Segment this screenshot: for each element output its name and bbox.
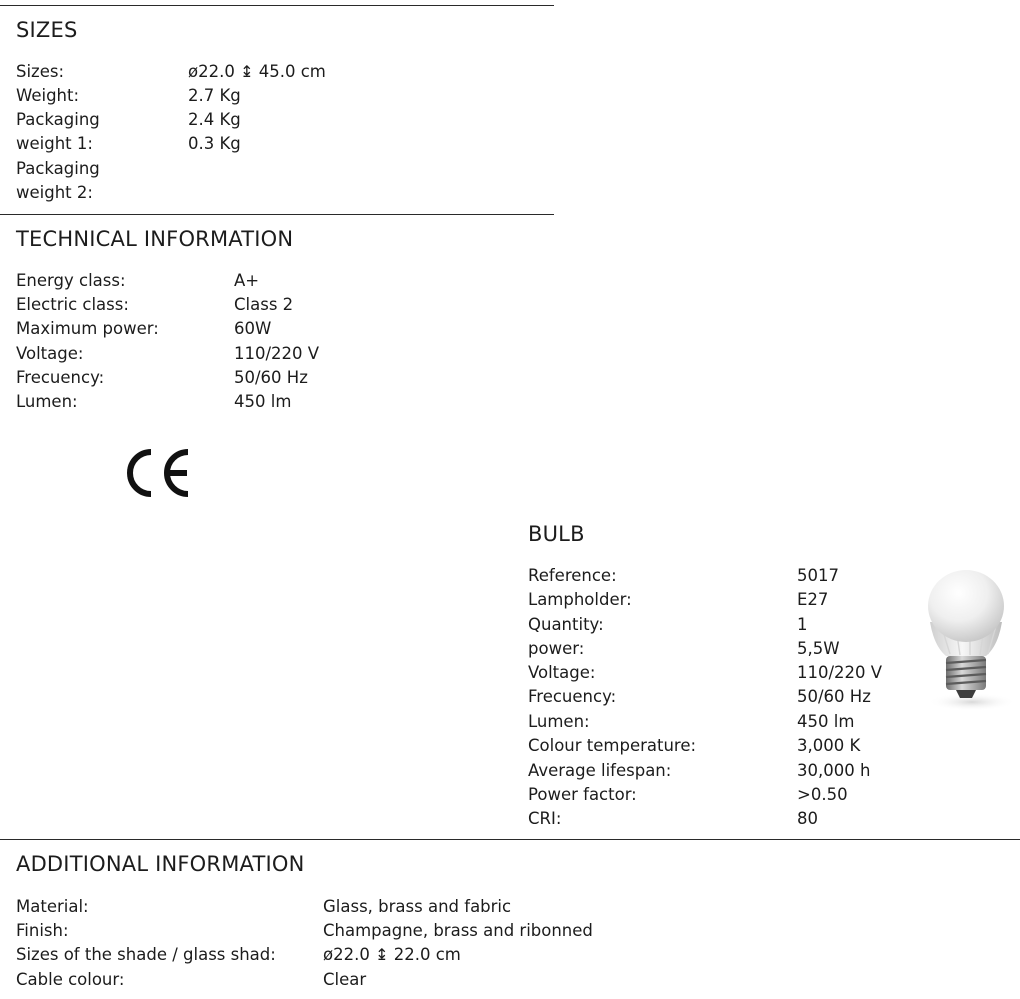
divider-bulb-additional bbox=[0, 839, 1020, 840]
packaging-weight-1-label-line2: weight 1: bbox=[16, 134, 93, 153]
material-label: Material: bbox=[16, 897, 89, 916]
packaging-weight-2-value: 0.3 Kg bbox=[188, 134, 241, 153]
shade-sizes-label: Sizes of the shade / glass shad: bbox=[16, 945, 276, 964]
electric-class-label: Electric class: bbox=[16, 295, 129, 314]
energy-class-label: Energy class: bbox=[16, 271, 126, 290]
divider-top bbox=[0, 5, 554, 6]
shade-height-arrow-icon: ↨ bbox=[375, 945, 389, 964]
bulb-voltage-label: Voltage: bbox=[528, 663, 596, 682]
material-value: Glass, brass and fabric bbox=[323, 897, 512, 916]
bulb-colour-temperature-value: 3,000 K bbox=[797, 736, 861, 755]
additional-title: ADDITIONAL INFORMATION bbox=[16, 852, 305, 876]
finish-value: Champagne, brass and ribonned bbox=[323, 921, 593, 940]
frequency-value: 50/60 Hz bbox=[234, 368, 308, 387]
maximum-power-value: 60W bbox=[234, 319, 272, 338]
bulb-quantity-value: 1 bbox=[797, 615, 808, 634]
finish-label: Finish: bbox=[16, 921, 69, 940]
bulb-power-label: power: bbox=[528, 639, 585, 658]
ce-mark-icon bbox=[124, 446, 194, 502]
bulb-lampholder-label: Lampholder: bbox=[528, 590, 632, 609]
bulb-voltage-value: 110/220 V bbox=[797, 663, 883, 682]
bulb-reference-label: Reference: bbox=[528, 566, 617, 585]
cable-colour-label: Cable colour: bbox=[16, 970, 125, 989]
bulb-colour-temperature-label: Colour temperature: bbox=[528, 736, 697, 755]
voltage-label: Voltage: bbox=[16, 344, 84, 363]
shade-sizes-value bbox=[323, 943, 461, 967]
divider-sizes-technical bbox=[0, 214, 554, 215]
lumen-value: 450 lm bbox=[234, 392, 292, 411]
electric-class-value: Class 2 bbox=[234, 295, 294, 314]
frequency-label: Frecuency: bbox=[16, 368, 105, 387]
lumen-label: Lumen: bbox=[16, 392, 78, 411]
bulb-quantity-label: Quantity: bbox=[528, 615, 604, 634]
sizes-value bbox=[188, 60, 326, 84]
bulb-cri-label: CRI: bbox=[528, 809, 562, 828]
cable-colour-value: Clear bbox=[323, 970, 367, 989]
maximum-power-label: Maximum power: bbox=[16, 319, 159, 338]
bulb-average-lifespan-value: 30,000 h bbox=[797, 761, 871, 780]
sizes-diameter: ø22.0 bbox=[188, 62, 235, 81]
sizes-title: SIZES bbox=[16, 18, 78, 42]
bulb-reference-value: 5017 bbox=[797, 566, 839, 585]
weight-label: Weight: bbox=[16, 86, 80, 105]
packaging-weight-2-label-line1: Packaging bbox=[16, 159, 100, 178]
bulb-power-factor-label: Power factor: bbox=[528, 785, 637, 804]
bulb-power-value: 5,5W bbox=[797, 639, 840, 658]
packaging-weight-2-label-line2: weight 2: bbox=[16, 183, 93, 202]
bulb-cri-value: 80 bbox=[797, 809, 818, 828]
bulb-lampholder-value: E27 bbox=[797, 590, 829, 609]
bulb-lumen-label: Lumen: bbox=[528, 712, 590, 731]
bulb-frequency-value: 50/60 Hz bbox=[797, 687, 871, 706]
voltage-value: 110/220 V bbox=[234, 344, 320, 363]
energy-class-value: A+ bbox=[234, 271, 260, 290]
shade-height: 22.0 cm bbox=[393, 945, 461, 964]
shade-diameter: ø22.0 bbox=[323, 945, 370, 964]
technical-title: TECHNICAL INFORMATION bbox=[16, 227, 294, 251]
height-arrow-icon: ↨ bbox=[240, 62, 254, 81]
packaging-weight-1-label-line1: Packaging bbox=[16, 110, 100, 129]
sizes-height: 45.0 cm bbox=[258, 62, 326, 81]
bulb-lumen-value: 450 lm bbox=[797, 712, 855, 731]
sizes-label: Sizes: bbox=[16, 62, 65, 81]
bulb-image bbox=[912, 564, 1020, 714]
bulb-average-lifespan-label: Average lifespan: bbox=[528, 761, 672, 780]
weight-value: 2.7 Kg bbox=[188, 86, 241, 105]
bulb-power-factor-value: >0.50 bbox=[797, 785, 848, 804]
bulb-frequency-label: Frecuency: bbox=[528, 687, 617, 706]
bulb-title: BULB bbox=[528, 522, 585, 546]
packaging-weight-1-value: 2.4 Kg bbox=[188, 110, 241, 129]
